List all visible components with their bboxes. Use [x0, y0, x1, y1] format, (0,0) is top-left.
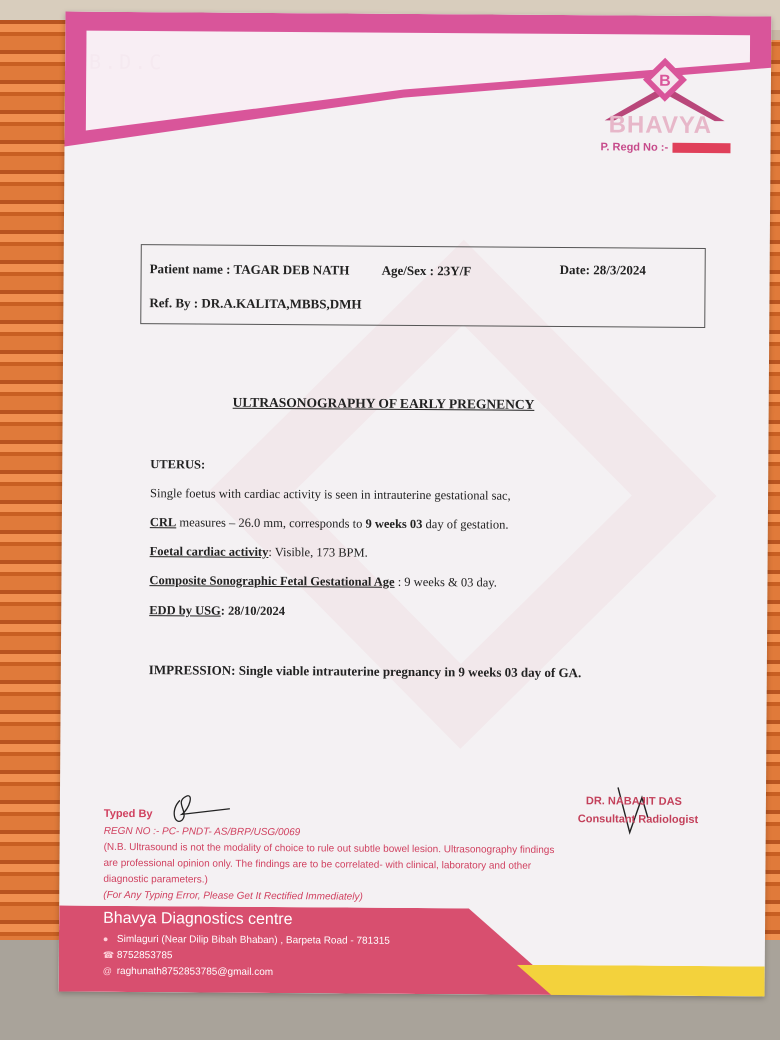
doctor-name: DR. NABAJIT DAS [585, 795, 682, 808]
crl-text-a: measures – 26.0 mm, corresponds to [176, 515, 366, 531]
age-sex-label: Age/Sex [381, 262, 427, 279]
phone-icon: ☎ [102, 949, 115, 960]
regd-number [600, 141, 730, 154]
impression-label: IMPRESSION: [148, 662, 236, 678]
patient-name-line: Patient name : TAGAR DEB NATH [149, 261, 350, 278]
footer-email [103, 966, 273, 978]
crl-text-b: 9 weeks 03 [365, 516, 423, 532]
regn-number: REGN NO :- PC- PNDT- AS/BRP/USG/0069 [103, 825, 301, 839]
csfga-label: Composite Sonographic Fetal Gestational Age [149, 573, 395, 589]
nb-line-1: (N.B. Ultrasound is not the modality of choice to rule out subtle bowel lesion. Ultrasonography findings [103, 841, 555, 856]
report-title: ULTRASONOGRAPHY OF EARLY PREGNENCY [232, 394, 535, 412]
finding-line-1: Single foetus with cardiac activity is seen in intrauterine gestational sac, [150, 486, 511, 503]
patient-name-label: Patient name [149, 261, 223, 277]
nb-line-3: diagnostic parameters.) [103, 873, 208, 886]
footer-phone [103, 950, 173, 961]
email-text: raghunath8752853785@gmail.com [116, 965, 274, 979]
email-icon: @ [102, 965, 112, 976]
uterus-heading: UTERUS: [150, 457, 206, 472]
date-line: Date: 28/3/2024 [559, 262, 647, 278]
report-date: 28/3/2024 [593, 262, 647, 278]
nb-line-4: (For Any Typing Error, Please Get It Rectified Immediately) [103, 889, 363, 903]
footer-address [103, 934, 390, 947]
footer-centre-name: Bhavya Diagnostics centre [103, 909, 293, 929]
location-icon: ● [102, 933, 109, 944]
doctor-role: Consultant Radiologist [577, 813, 699, 826]
typist-signature-icon [160, 790, 240, 831]
svg-text:B: B [659, 72, 671, 90]
phone-text: 8752853785 [116, 949, 173, 962]
logo-text: BHAVYA [608, 111, 713, 140]
bdc-mark: B.D.C [88, 49, 165, 75]
patient-info-box [140, 244, 706, 328]
fca-label: Foetal cardiac activity [149, 544, 269, 559]
age-sex: 23Y/F [437, 263, 472, 279]
typed-by: Typed By [103, 807, 153, 821]
impression-value: Single viable intrauterine pregnancy in 9 weeks 03 day of GA. [235, 662, 582, 681]
csfga-value: : 9 weeks & 03 day. [394, 574, 497, 590]
patient-name: TAGAR DEB NATH [233, 261, 350, 278]
ref-line: Ref. By : DR.A.KALITA,MBBS,DMH [149, 295, 362, 312]
regd-label: P. Regd No :- [600, 141, 669, 154]
edd-label: EDD by USG [149, 603, 221, 618]
date-label: Date [559, 262, 586, 278]
ref-label: Ref. By [149, 295, 191, 311]
crl-line [150, 515, 509, 533]
crl-label: CRL [149, 515, 177, 530]
report-paper [59, 12, 772, 997]
age-sex-line: Age/Sex : 23Y/F [381, 262, 472, 279]
edd-line [149, 603, 285, 619]
crl-text-c: day of gestation. [422, 517, 509, 532]
ref-doctor: DR.A.KALITA,MBBS,DMH [201, 295, 362, 312]
impression-line [149, 662, 582, 681]
footer-accent [517, 965, 765, 997]
nb-line-2: are professional opinion only. The findings are to be correlated- with clinical, laboratory and other [103, 857, 532, 872]
fca-value: : Visible, 173 BPM. [268, 544, 368, 560]
address-text: Simlaguri (Near Dilip Bibah Bhaban) , Barpeta Road - 781315 [116, 933, 390, 947]
csfga-line [149, 573, 497, 590]
fca-line [150, 544, 368, 561]
edd-value: : 28/10/2024 [220, 603, 286, 619]
regd-redacted [672, 143, 730, 153]
